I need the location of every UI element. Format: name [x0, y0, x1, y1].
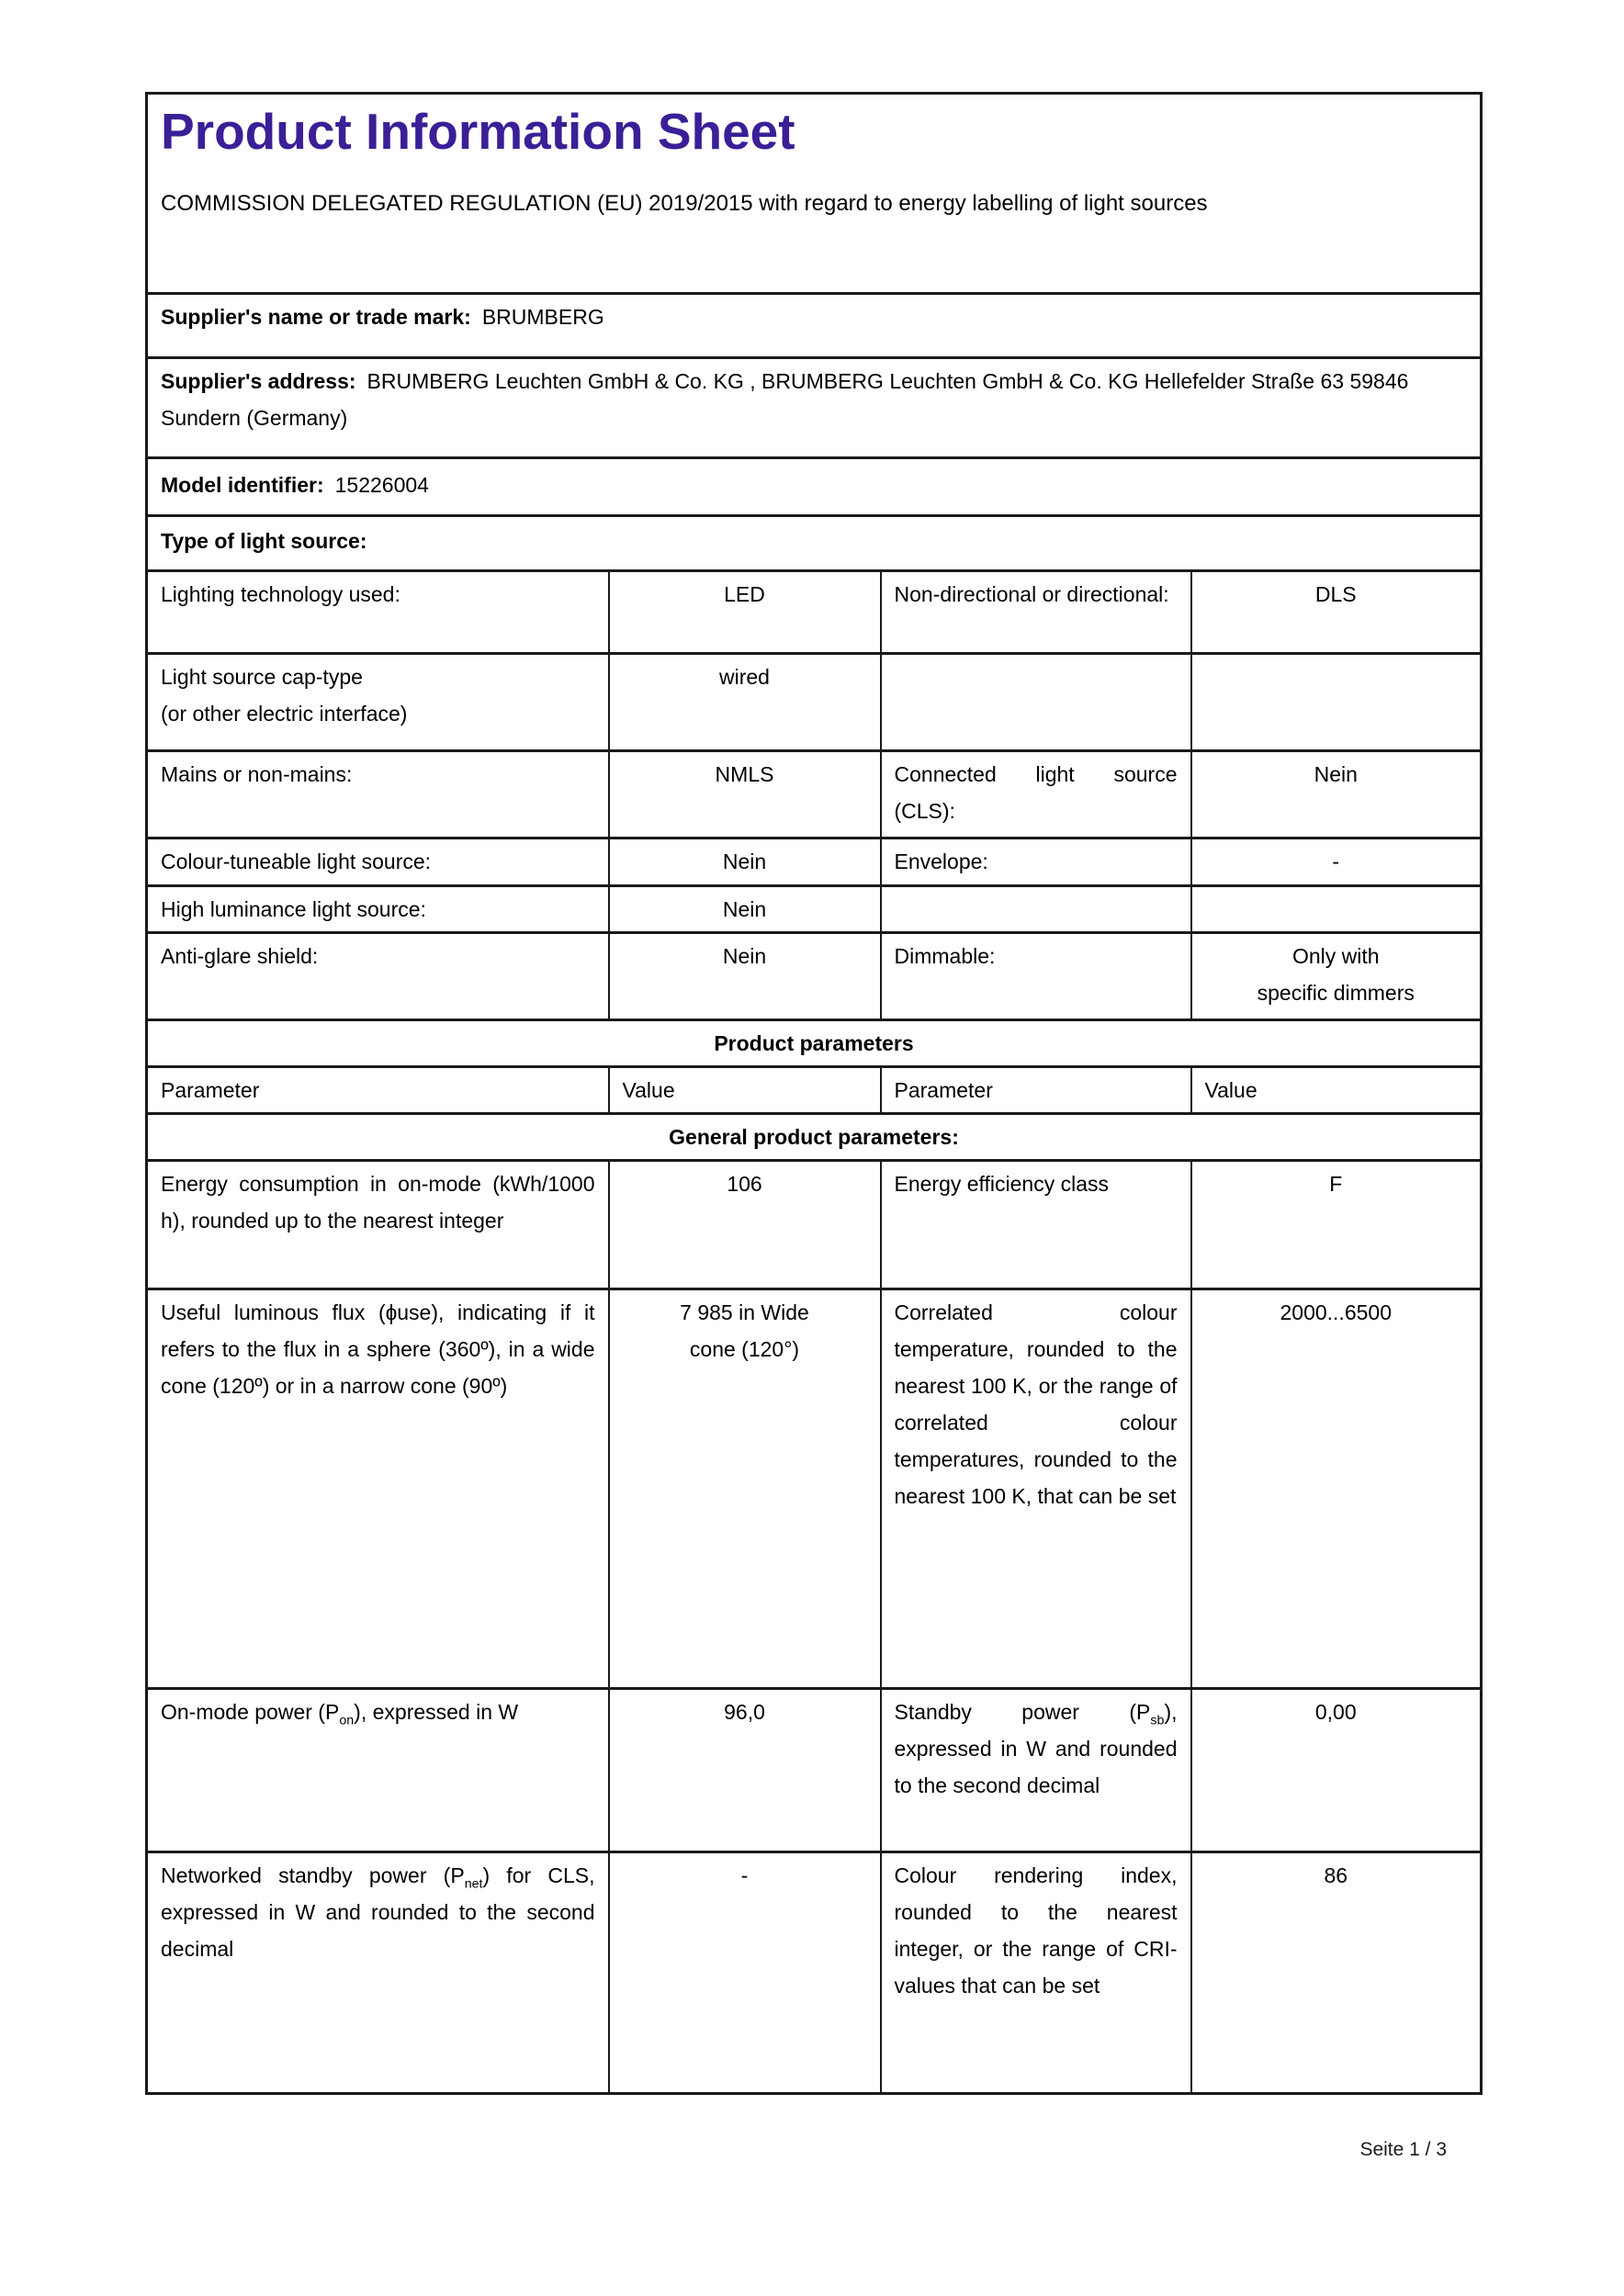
column-header: Parameter — [147, 1067, 609, 1114]
table-row — [147, 838, 1482, 886]
section-title-row — [147, 1020, 1482, 1067]
param-cell: Envelope: — [881, 838, 1191, 886]
column-header: Value — [1191, 1067, 1482, 1114]
param-cell: Dimmable: — [881, 933, 1191, 1020]
param-cell: Anti-glare shield: — [147, 933, 609, 1020]
column-header: Parameter — [881, 1067, 1191, 1114]
param-cell: Energy efficiency class — [881, 1161, 1191, 1289]
param-cell: Correlated colour temperature, rounded to the nearest 100 K, or the range of correlated colour temperatures, rounded to the nearest 100 K, that can be set — [881, 1289, 1191, 1689]
value-cell: 96,0 — [609, 1689, 881, 1852]
param-cell — [881, 886, 1191, 933]
supplier-address-row — [147, 358, 1482, 458]
value-cell: 106 — [609, 1161, 881, 1289]
table-row — [147, 886, 1482, 933]
value-cell: Nein — [609, 933, 881, 1020]
value-cell: Nein — [609, 838, 881, 886]
table-row — [147, 933, 1482, 1020]
value-cell: DLS — [1191, 571, 1482, 654]
supplier-name-value: BRUMBERG — [481, 305, 604, 329]
model-identifier-value: 15226004 — [334, 473, 429, 497]
param-cell: Connected light source (CLS): — [881, 751, 1191, 838]
param-cell: Colour-tuneable light source: — [147, 838, 609, 886]
param-cell: Light source cap-type (or other electric interface) — [147, 654, 609, 751]
column-header: Value — [609, 1067, 881, 1114]
value-cell: 86 — [1191, 1852, 1482, 2094]
column-header-row — [147, 1067, 1482, 1114]
value-cell: - — [1191, 838, 1482, 886]
table-row — [147, 1161, 1482, 1289]
param-cell: Networked standby power $(P_{net})$ for CLS, expressed in W and rounded to the second decimal — [147, 1852, 609, 2094]
page-title: Product Information Sheet — [161, 103, 795, 160]
param-cell: Non-directional or directional: — [881, 571, 1191, 654]
table-row — [147, 1289, 1482, 1689]
param-cell: Energy consumption in on-mode (kWh/1000 h), rounded up to the nearest integer — [147, 1161, 609, 1289]
value-cell: 2000...6500 — [1191, 1289, 1482, 1689]
title-box — [147, 94, 1482, 294]
type-of-light-source-label: Type of light source: — [161, 529, 367, 553]
supplier-name-row — [147, 294, 1482, 358]
table-row — [147, 751, 1482, 838]
value-cell: LED — [609, 571, 881, 654]
table-row — [147, 1689, 1482, 1852]
value-cell — [1191, 886, 1482, 933]
supplier-address-label: Supplier's address: — [161, 369, 356, 393]
table-row — [147, 571, 1482, 654]
type-of-light-source-row — [147, 516, 1482, 571]
param-cell: High luminance light source: — [147, 886, 609, 933]
regulation-text: COMMISSION DELEGATED REGULATION (EU) 2019/2015 with regard to energy labelling of light sources — [161, 191, 1208, 216]
value-cell: wired — [609, 654, 881, 751]
value-cell: NMLS — [609, 751, 881, 838]
param-cell — [881, 654, 1191, 751]
param-cell: Lighting technology used: — [147, 571, 609, 654]
supplier-name-label: Supplier's name or trade mark: — [161, 305, 471, 329]
section-title: Product parameters — [147, 1020, 1482, 1067]
value-cell: F — [1191, 1161, 1482, 1289]
param-cell: Useful luminous flux (ɸuse), indicating if it refers to the flux in a sphere (360º), in a wide cone (120º) or in a narrow cone (90º) — [147, 1289, 609, 1689]
value-cell — [1191, 654, 1482, 751]
model-identifier-row — [147, 458, 1482, 516]
supplier-address-value: BRUMBERG Leuchten GmbH & Co. KG , BRUMBERG Leuchten GmbH & Co. KG Hellefelder Straße 63 59846 Sundern (Germany) — [161, 369, 1409, 430]
param-cell: Mains or non-mains: — [147, 751, 609, 838]
model-identifier-label: Model identifier: — [161, 473, 324, 497]
table-row — [147, 1852, 1482, 2094]
value-cell: - — [609, 1852, 881, 2094]
document-table — [145, 92, 1483, 2095]
table-row — [147, 654, 1482, 751]
subsection-title-row — [147, 1114, 1482, 1161]
page-footer: Seite 1 / 3 — [1359, 2139, 1447, 2160]
param-cell: Standby power $(P_{sb})$, expressed in W and rounded to the second decimal — [881, 1689, 1191, 1852]
param-cell: On-mode power $(P_{on})$, expressed in W — [147, 1689, 609, 1852]
value-cell: Nein — [1191, 751, 1482, 838]
param-cell: Colour rendering index, rounded to the nearest integer, or the range of CRI-values that can be set — [881, 1852, 1191, 2094]
value-cell: 0,00 — [1191, 1689, 1482, 1852]
value-cell: Nein — [609, 886, 881, 933]
value-cell: Only with specific dimmers — [1191, 933, 1482, 1020]
subsection-title: General product parameters: — [147, 1114, 1482, 1161]
value-cell: 7 985 in Wide cone (120°) — [609, 1289, 881, 1689]
